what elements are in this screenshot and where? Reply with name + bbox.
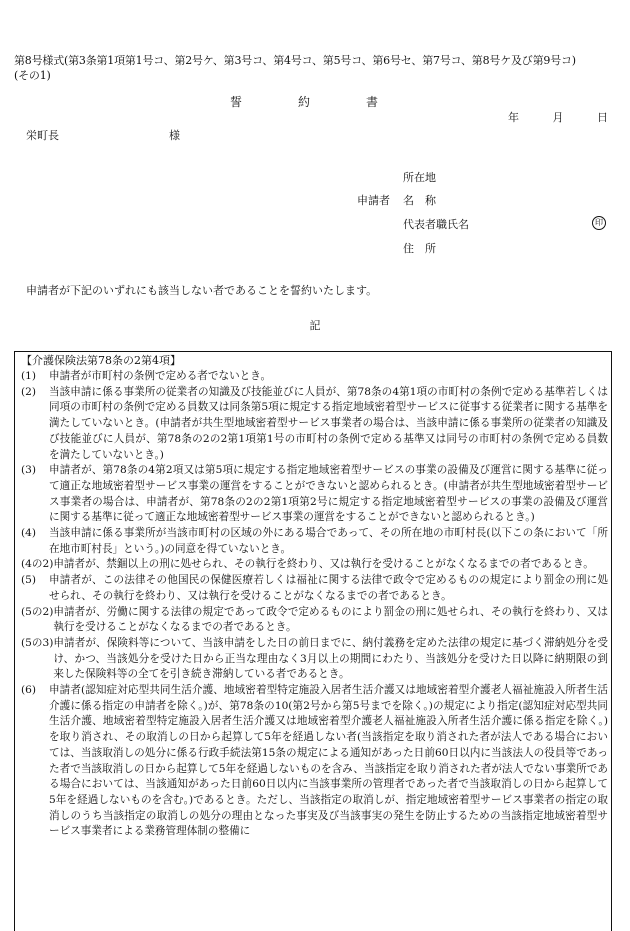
condition-number: (5の2)	[21, 605, 54, 618]
condition-text: 申請者が、禁錮以上の刑に処せられ、その執行を終わり、又は執行を受けることがなくなるまでの者であるとき。	[53, 558, 594, 571]
condition-text: 申請者が、保険料等について、当該申請をした日の前日までに、納付義務を定めた法律の規定に基づく滞納処分を受け、かつ、当該処分を受けた日から正当な理由なく3月以上の期間にわたり、当該処分を受けた日以降に納期限の到来した保険料等の全てを引き続き滞納している者であるとき。	[53, 636, 608, 681]
condition-number: (5の3)	[21, 636, 54, 649]
applicant-label: 申請者	[357, 194, 390, 207]
condition-item	[21, 463, 608, 526]
date-line	[478, 110, 608, 126]
condition-number: (4)	[21, 527, 37, 540]
condition-item	[21, 526, 608, 557]
seal-mark: 印	[592, 216, 606, 230]
addressee	[26, 128, 180, 144]
condition-text: 当該申請に係る事業所が当該市町村の区域の外にある場合であって、その所在地の市町村長(以下この条において「所在地市町村長」という。)の同意を得ていないとき。	[49, 527, 608, 555]
condition-text: 当該申請に係る事業所の従業者の知識及び技能並びに人員が、第78条の4第1項の市町村の条例で定める基準若しくは同項の市町村の条例で定める員数又は同条第5項に規定する指定地域密着型サービスに従事する従業者に関する基準を満たしていないとき。(申請者が共生型地域密着型サービス事業者の場合は、当該申請に係る事業所の従業者の知識及び技能並びに人員が、第78条の2の2第1項第1号の市町村の条例で定める基準又は同号の市町村の条例で定める員数を満たしていないとき。)	[49, 385, 608, 461]
condition-text: 申請者が市町村の条例で定める者でないとき。	[49, 370, 272, 382]
condition-item	[21, 683, 608, 840]
condition-text: 申請者が、労働に関する法律の規定であって政令で定めるものにより罰金の刑に処せられ、その執行を終わり、又は執行を受けることがなくなるまでの者であるとき。	[53, 605, 608, 634]
condition-item	[21, 369, 608, 385]
date-month-label: 月	[552, 111, 564, 124]
condition-number: (6)	[21, 684, 37, 697]
condition-item	[21, 605, 608, 636]
document-title: 誓 約 書	[229, 95, 400, 109]
law-title: 【介護保険法第78条の2第4項】	[21, 354, 181, 367]
pledge-statement: 申請者が下記のいずれにも該当しない者であることを誓約いたします。	[26, 284, 378, 297]
condition-text: 申請者(認知症対応型共同生活介護、地域密着型特定施設入居者生活介護又は地域密着型介護老人福祉施設入所者生活介護に係る指定の申請者を除く。)が、第78条の10(第2号から第5号までを除く。)の規定により指定(認知症対応型共同生活介護、地域密着型特定施設入居者生活介護又は地域密着型介護老人福祉施設入所者生活介護に係る指定を除く。)を取り消され、その取消しの日から起算して5年を経過しない者(当該指定を取り消された者が法人である場合においては、当該取消しの処分に係る行政手続法第15条の規定による通知があった日前60日以内に当該法人の役員等であった者で当該取消しの日から起算して5年を経過しないものを含み、当該指定を取り消された者が法人でない事業所である場合においては、当該通知があった日前60日以内に当該事業所の管理者であった者で当該取消しの日から起算して5年を経過しないものを含む。)であるとき。ただし、当該指定の取消しが、指定地域密着型サービス事業者の指定の取消しのうち当該指定の取消しの処分の理由となった事実及び当該事実の発生を防止するための当該指定地域密着型サービス事業者による業務管理体制の整備に	[49, 684, 608, 838]
condition-item	[21, 385, 608, 464]
date-year-label: 年	[508, 111, 519, 124]
condition-text: 申請者が、第78条の4第2項又は第5項に規定する指定地域密着型サービスの事業の設備及び運営に関する基準に従って適正な地域密着型サービス事業の運営をすることができないと認められるとき。(申請者が共生型地域密着型サービス事業者の場合は、申請者が、第78条の2の2第1項第2号に規定する指定地域密着型サービスの事業の設備及び運営に関する基準に従って適正な地域密着型サービス事業の運営をすることができないと認められるとき。)	[49, 464, 608, 524]
company-name-label: 名 称	[403, 194, 436, 207]
date-day-label: 日	[597, 111, 608, 124]
condition-number: (4の2)	[21, 558, 54, 571]
condition-text: 申請者が、この法律その他国民の保健医療若しくは福祉に関する法律で政令で定めるものの規定により罰金の刑に処せられ、その執行を終わり、又は執行を受けることがなくなるまでの者であるとき。	[49, 574, 608, 602]
condition-item	[21, 573, 608, 604]
addressee-honorific: 様	[169, 129, 180, 142]
address-label: 住 所	[403, 242, 436, 255]
form-part: (その1)	[14, 69, 51, 82]
law-conditions-box	[14, 351, 612, 931]
condition-number: (2)	[21, 385, 37, 398]
form-number: 第8号様式(第3条第1項第1号コ、第2号ケ、第3号コ、第4号コ、第5号コ、第6号セ、第7号コ、第8号ケ及び第9号コ)	[14, 54, 576, 67]
condition-number: (3)	[21, 464, 37, 477]
form-number-header	[14, 53, 624, 83]
location-label: 所在地	[403, 171, 436, 184]
condition-item	[21, 636, 608, 683]
addressee-name: 栄町長	[26, 129, 59, 142]
representative-label: 代表者職氏名	[403, 218, 469, 231]
condition-number: (5)	[21, 574, 37, 587]
condition-item	[21, 557, 608, 573]
condition-number: (1)	[21, 370, 37, 382]
applicant-block	[0, 164, 630, 264]
ki-heading: 記	[309, 319, 321, 332]
